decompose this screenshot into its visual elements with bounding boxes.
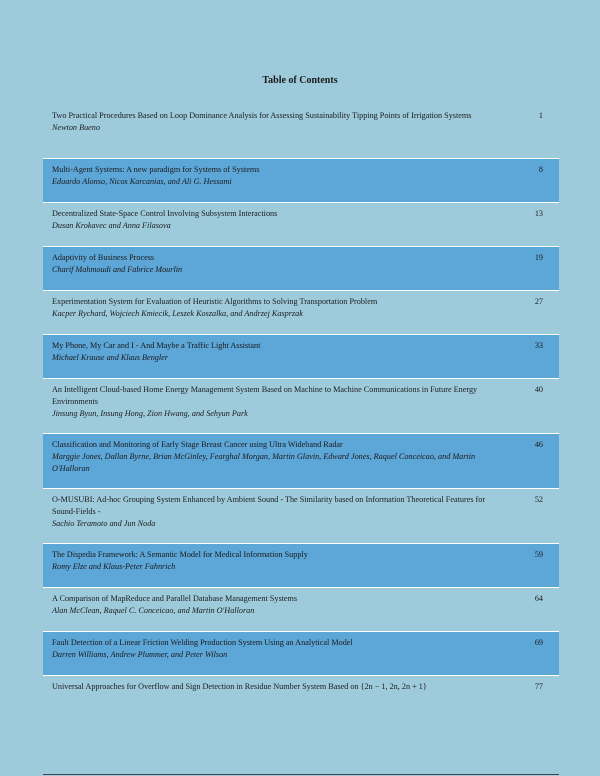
toc-entry[interactable] bbox=[43, 203, 559, 247]
bottom-rule bbox=[43, 774, 559, 775]
toc-entry[interactable] bbox=[43, 379, 559, 434]
entry-authors: Eduardo Alonso, Nicos Karcanias, and Ali G. Hessami bbox=[52, 177, 232, 186]
entry-title: Decentralized State-Space Control Involving Subsystem Interactions bbox=[52, 209, 278, 218]
toc-entry[interactable] bbox=[43, 247, 559, 291]
entry-title: My Phone, My Car and I - And Maybe a Traffic Light Assistant bbox=[52, 341, 261, 350]
entry-page-number: 64 bbox=[534, 594, 543, 603]
entry-page-number: 33 bbox=[534, 341, 543, 350]
entry-authors: Newton Bueno bbox=[52, 123, 100, 132]
entry-page-number: 1 bbox=[538, 111, 543, 120]
entry-title: A Comparison of MapReduce and Parallel Database Management Systems bbox=[52, 594, 298, 603]
entry-title: Adaptivity of Business Process bbox=[52, 253, 155, 262]
entry-page-number: 59 bbox=[534, 550, 543, 559]
entry-page-number: 52 bbox=[534, 495, 543, 504]
toc-entry[interactable] bbox=[43, 544, 559, 588]
toc-entry[interactable] bbox=[43, 676, 559, 720]
entry-authors: Romy Elze and Klaus-Peter Fahnrich bbox=[52, 562, 176, 571]
entry-page-number: 13 bbox=[534, 209, 543, 218]
entry-title: The Dispedia Framework: A Semantic Model for Medical Information Supply bbox=[52, 550, 308, 559]
entry-page-number: 46 bbox=[534, 440, 543, 449]
table-of-contents bbox=[43, 105, 559, 720]
toc-entry[interactable] bbox=[43, 291, 559, 335]
entry-authors: Darren Williams, Andrew Plummer, and Peter Wilson bbox=[52, 650, 228, 659]
entry-page-number: 27 bbox=[534, 297, 543, 306]
entry-authors: Sachio Teramoto and Jun Noda bbox=[52, 519, 156, 528]
entry-page-number: 8 bbox=[538, 165, 543, 174]
entry-authors: Dusan Krokavec and Anna Filasova bbox=[52, 221, 171, 230]
toc-entry[interactable] bbox=[43, 489, 559, 544]
entry-authors: Kacper Rychard, Wojciech Kmiecik, Leszek Koszalka, and Andrzej Kasprzak bbox=[52, 309, 303, 318]
entry-authors: Michael Krause and Klaus Bengler bbox=[52, 353, 168, 362]
entry-page-number: 40 bbox=[534, 385, 543, 394]
entry-authors: Charif Mahmoudi and Fabrice Mourlin bbox=[52, 265, 183, 274]
toc-entry[interactable] bbox=[43, 434, 559, 489]
page-title: Table of Contents bbox=[262, 75, 338, 86]
entry-page-number: 77 bbox=[534, 682, 543, 691]
entry-title: Universal Approaches for Overflow and Sign Detection in Residue Number System Based on {2n − 1, 2n, 2n + 1} bbox=[52, 682, 427, 691]
entry-title: Fault Detection of a Linear Friction Welding Production System Using an Analytical Model bbox=[52, 638, 353, 647]
entry-title: Experimentation System for Evaluation of Heuristic Algorithms to Solving Transportation Problem bbox=[52, 297, 378, 306]
entry-page-number: 69 bbox=[534, 638, 543, 647]
entry-authors: Jinsung Byun, Insung Hong, Zion Hwang, and Sehyun Park bbox=[52, 409, 248, 418]
entry-authors: Marggie Jones, Dallan Byrne, Brian McGinley, Fearghal Morgan, Martin Glavin, Edward Jones, Raquel Conceicao, and Martin O'Halloran bbox=[52, 452, 476, 473]
entry-title: An Intelligent Cloud-based Home Energy Management System Based on Machine to Machine Communications in Future Energy Environments bbox=[52, 385, 478, 406]
toc-entry[interactable] bbox=[43, 632, 559, 676]
entry-page-number: 19 bbox=[534, 253, 543, 262]
entry-title: O-MUSUBI: Ad-hoc Grouping System Enhanced by Ambient Sound - The Similarity based on Information Theoretical Features for Sound-Fields - bbox=[52, 495, 486, 516]
entry-title: Multi-Agent Systems: A new paradigm for Systems of Systems bbox=[52, 165, 260, 174]
toc-entry[interactable] bbox=[43, 159, 559, 203]
entry-authors: Alan McClean, Raquel C. Conceicao, and Martin O'Halloran bbox=[52, 606, 255, 615]
toc-entry[interactable] bbox=[43, 335, 559, 379]
entry-title: Two Practical Procedures Based on Loop Dominance Analysis for Assessing Sustainability Tipping Points of Irrigation Systems bbox=[52, 111, 472, 120]
toc-entry[interactable] bbox=[43, 105, 559, 159]
toc-entry[interactable] bbox=[43, 588, 559, 632]
entry-title: Classification and Monitoring of Early Stage Breast Cancer using Ultra Wideband Radar bbox=[52, 440, 343, 449]
